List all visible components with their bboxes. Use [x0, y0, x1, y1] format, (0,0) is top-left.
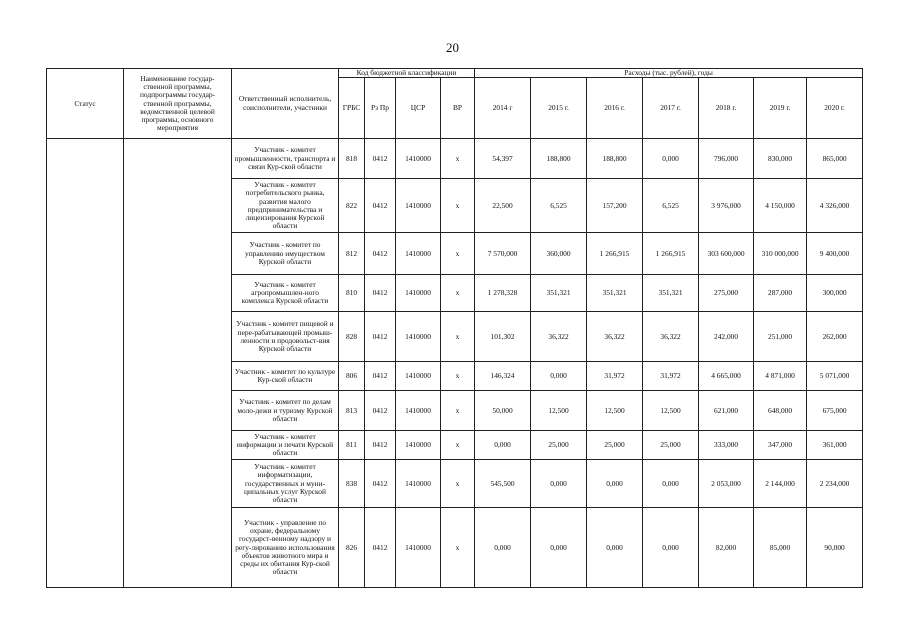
rzpr-cell: 0412 [365, 508, 396, 588]
budget-table [46, 68, 863, 588]
value-2016: 12,500 [587, 391, 643, 431]
value-2019: 287,000 [754, 275, 807, 312]
value-2020: 262,000 [807, 312, 863, 362]
value-2015: 12,500 [531, 391, 587, 431]
page-number: 20 [446, 40, 459, 55]
value-2019: 4 150,000 [754, 179, 807, 233]
value-2019: 4 871,000 [754, 362, 807, 391]
header-year-2020: 2020 г. [807, 78, 863, 139]
csr-cell: 1410000 [396, 431, 441, 460]
value-2020: 9 400,000 [807, 233, 863, 275]
value-2019: 648,000 [754, 391, 807, 431]
header-year-2019: 2019 г. [754, 78, 807, 139]
rzpr-cell: 0412 [365, 139, 396, 179]
value-2020: 361,000 [807, 431, 863, 460]
value-2014: 50,000 [475, 391, 531, 431]
value-2017: 36,322 [643, 312, 699, 362]
value-2014: 0,000 [475, 508, 531, 588]
participant-cell: Участник - комитет по управлению имуществом Курской области [232, 233, 339, 275]
rzpr-cell: 0412 [365, 362, 396, 391]
header-year-2018: 2018 г. [699, 78, 754, 139]
value-2014: 1 278,328 [475, 275, 531, 312]
value-2014: 0,000 [475, 431, 531, 460]
value-2017: 6,525 [643, 179, 699, 233]
vr-cell: x [441, 233, 475, 275]
rzpr-cell: 0412 [365, 275, 396, 312]
value-2020: 300,000 [807, 275, 863, 312]
header-year-2017: 2017 г. [643, 78, 699, 139]
csr-cell: 1410000 [396, 233, 441, 275]
rzpr-cell: 0412 [365, 179, 396, 233]
value-2018: 796,000 [699, 139, 754, 179]
vr-cell: x [441, 391, 475, 431]
value-2016: 36,322 [587, 312, 643, 362]
value-2020: 4 326,000 [807, 179, 863, 233]
vr-cell: x [441, 139, 475, 179]
csr-cell: 1410000 [396, 312, 441, 362]
participant-cell: Участник - комитет промышленности, транспорта и связи Кур-ской области [232, 139, 339, 179]
value-2018: 275,000 [699, 275, 754, 312]
participant-cell: Участник - комитет потребительского рынка, развития малого предпринимательства и лицензирования Курской области [232, 179, 339, 233]
table-body [47, 139, 863, 588]
participant-cell: Участник - управление по охране, федеральному государст-венному надзору и регу-лированию использования объектов животного мира и среды их обитания Кур-ской области [232, 508, 339, 588]
grbs-cell: 811 [339, 431, 365, 460]
value-2020: 2 234,000 [807, 460, 863, 508]
status-cell [47, 139, 124, 588]
rzpr-cell: 0412 [365, 391, 396, 431]
header-year-2014: 2014 г [475, 78, 531, 139]
value-2019: 85,000 [754, 508, 807, 588]
grbs-cell: 812 [339, 233, 365, 275]
value-2015: 360,000 [531, 233, 587, 275]
value-2016: 188,800 [587, 139, 643, 179]
value-2016: 0,000 [587, 508, 643, 588]
value-2019: 2 144,000 [754, 460, 807, 508]
grbs-cell: 813 [339, 391, 365, 431]
value-2015: 6,525 [531, 179, 587, 233]
value-2014: 146,324 [475, 362, 531, 391]
header-expenses: Расходы (тыс. рублей), годы [475, 69, 863, 78]
value-2016: 0,000 [587, 460, 643, 508]
csr-cell: 1410000 [396, 508, 441, 588]
grbs-cell: 810 [339, 275, 365, 312]
header-csr: ЦСР [396, 78, 441, 139]
participant-cell: Участник - комитет информатизации, государственных и муни-ципальных услуг Курской области [232, 460, 339, 508]
vr-cell: x [441, 431, 475, 460]
csr-cell: 1410000 [396, 460, 441, 508]
vr-cell: x [441, 179, 475, 233]
value-2014: 545,500 [475, 460, 531, 508]
value-2019: 251,000 [754, 312, 807, 362]
value-2017: 0,000 [643, 139, 699, 179]
rzpr-cell: 0412 [365, 431, 396, 460]
header-responsible: Ответственный исполнитель, соисполнители, участники [232, 69, 339, 139]
header-rzpr: Рз Пр [365, 78, 396, 139]
value-2018: 2 053,000 [699, 460, 754, 508]
value-2016: 1 266,915 [587, 233, 643, 275]
participant-cell: Участник - комитет агропромышлен-ного комплекса Курской области [232, 275, 339, 312]
value-2020: 675,000 [807, 391, 863, 431]
grbs-cell: 828 [339, 312, 365, 362]
grbs-cell: 822 [339, 179, 365, 233]
value-2019: 830,000 [754, 139, 807, 179]
value-2017: 31,972 [643, 362, 699, 391]
rzpr-cell: 0412 [365, 312, 396, 362]
value-2018: 4 665,000 [699, 362, 754, 391]
value-2017: 0,000 [643, 508, 699, 588]
vr-cell: x [441, 275, 475, 312]
participant-cell: Участник - комитет по культуре Кур-ской области [232, 362, 339, 391]
value-2020: 865,000 [807, 139, 863, 179]
value-2019: 310 000,000 [754, 233, 807, 275]
value-2018: 621,000 [699, 391, 754, 431]
value-2017: 25,000 [643, 431, 699, 460]
csr-cell: 1410000 [396, 391, 441, 431]
vr-cell: x [441, 312, 475, 362]
value-2018: 303 600,000 [699, 233, 754, 275]
value-2015: 0,000 [531, 362, 587, 391]
value-2017: 0,000 [643, 460, 699, 508]
vr-cell: x [441, 362, 475, 391]
value-2018: 242,000 [699, 312, 754, 362]
value-2020: 5 071,000 [807, 362, 863, 391]
value-2016: 25,000 [587, 431, 643, 460]
value-2018: 82,000 [699, 508, 754, 588]
program-name-cell [124, 139, 232, 588]
value-2015: 0,000 [531, 460, 587, 508]
csr-cell: 1410000 [396, 275, 441, 312]
value-2017: 351,321 [643, 275, 699, 312]
value-2015: 36,322 [531, 312, 587, 362]
csr-cell: 1410000 [396, 139, 441, 179]
grbs-cell: 826 [339, 508, 365, 588]
value-2016: 157,200 [587, 179, 643, 233]
value-2015: 0,000 [531, 508, 587, 588]
participant-cell: Участник - комитет пищевой и пере-рабатывающей промыш-ленности и продовольст-вия Курской области [232, 312, 339, 362]
header-vr: ВР [441, 78, 475, 139]
value-2018: 333,000 [699, 431, 754, 460]
value-2017: 1 266,915 [643, 233, 699, 275]
rzpr-cell: 0412 [365, 233, 396, 275]
value-2014: 7 570,000 [475, 233, 531, 275]
grbs-cell: 838 [339, 460, 365, 508]
participant-cell: Участник - комитет по делам моло-дежи и туризму Курской области [232, 391, 339, 431]
grbs-cell: 818 [339, 139, 365, 179]
header-budget-code: Код бюджетной классификации [339, 69, 475, 78]
value-2019: 347,000 [754, 431, 807, 460]
value-2018: 3 976,000 [699, 179, 754, 233]
value-2014: 101,302 [475, 312, 531, 362]
table-row [47, 139, 863, 179]
vr-cell: x [441, 508, 475, 588]
header-grbs: ГРБС [339, 78, 365, 139]
grbs-cell: 806 [339, 362, 365, 391]
value-2014: 22,500 [475, 179, 531, 233]
csr-cell: 1410000 [396, 179, 441, 233]
header-program-name: Наименование государ-ственной программы, подпрограммы государ-ственной программы, ведомственной целевой программы, основного мероприятия [124, 69, 232, 139]
value-2015: 25,000 [531, 431, 587, 460]
value-2020: 90,000 [807, 508, 863, 588]
value-2014: 54,397 [475, 139, 531, 179]
vr-cell: x [441, 460, 475, 508]
header-year-2016: 2016 г. [587, 78, 643, 139]
value-2016: 31,972 [587, 362, 643, 391]
participant-cell: Участник - комитет информации и печати Курской области [232, 431, 339, 460]
value-2015: 188,800 [531, 139, 587, 179]
value-2016: 351,321 [587, 275, 643, 312]
rzpr-cell: 0412 [365, 460, 396, 508]
csr-cell: 1410000 [396, 362, 441, 391]
value-2017: 12,500 [643, 391, 699, 431]
header-year-2015: 2015 г. [531, 78, 587, 139]
value-2015: 351,321 [531, 275, 587, 312]
header-status: Статус [47, 69, 124, 139]
